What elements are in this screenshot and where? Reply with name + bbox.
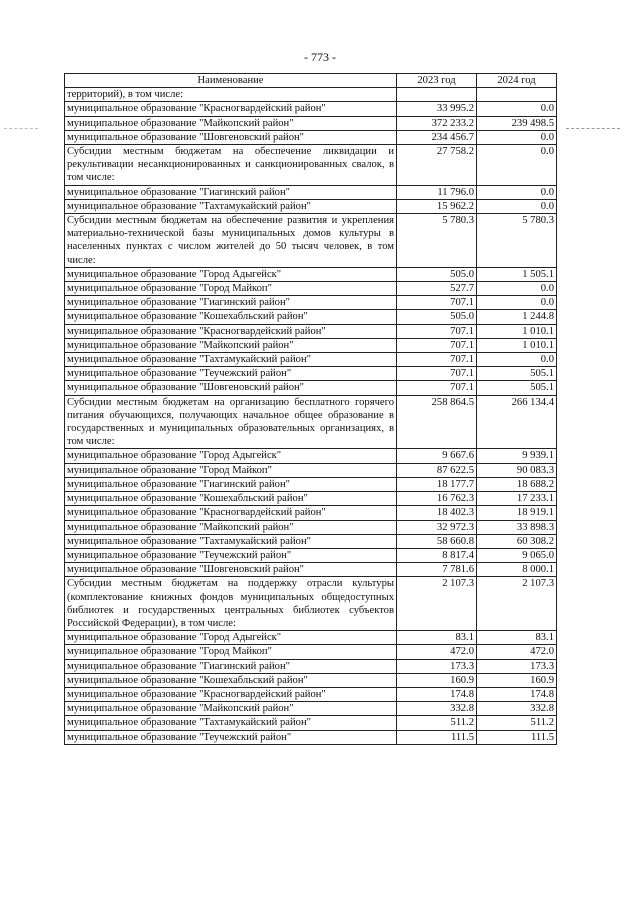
row-2024-value: 9 065.0	[477, 548, 557, 562]
row-name-cell: муниципальное образование "Теучежский район"	[65, 367, 397, 381]
row-2024-value: 83.1	[477, 631, 557, 645]
row-2023-value: 707.1	[397, 338, 477, 352]
row-2024-value: 0.0	[477, 130, 557, 144]
row-name-cell: муниципальное образование "Гиагинский район"	[65, 296, 397, 310]
row-name-cell: муниципальное образование "Шовгеновский район"	[65, 130, 397, 144]
row-2024-value: 0.0	[477, 102, 557, 116]
row-name-cell: муниципальное образование "Гиагинский район"	[65, 477, 397, 491]
row-2023-value: 27 758.2	[397, 145, 477, 186]
row-2024-value: 0.0	[477, 199, 557, 213]
row-2024-value: 18 919.1	[477, 506, 557, 520]
table-row	[65, 199, 557, 213]
row-2023-value	[397, 88, 477, 102]
table-row	[65, 367, 557, 381]
row-2024-value: 472.0	[477, 645, 557, 659]
row-name-cell: муниципальное образование "Гиагинский район"	[65, 659, 397, 673]
row-name-cell: муниципальное образование "Теучежский район"	[65, 730, 397, 744]
row-name-cell: Субсидии местным бюджетам на обеспечение ликвидации и рекультивации несанкционированных и санкционированных свалок, в том числе:	[65, 145, 397, 186]
row-2023-value: 234 456.7	[397, 130, 477, 144]
row-name-cell: муниципальное образование "Майкопский район"	[65, 520, 397, 534]
row-2023-value: 58 660.8	[397, 534, 477, 548]
row-name-cell: муниципальное образование "Шовгеновский район"	[65, 563, 397, 577]
table-row	[65, 477, 557, 491]
table-row	[65, 88, 557, 102]
table-row	[65, 506, 557, 520]
row-2024-value: 266 134.4	[477, 395, 557, 449]
row-2024-value: 1 010.1	[477, 324, 557, 338]
table-row	[65, 492, 557, 506]
table-row	[65, 520, 557, 534]
row-name-cell: муниципальное образование "Красногвардейский район"	[65, 687, 397, 701]
row-name-cell: муниципальное образование "Майкопский район"	[65, 338, 397, 352]
row-2023-value: 707.1	[397, 324, 477, 338]
row-name-cell: муниципальное образование "Город Адыгейск"	[65, 449, 397, 463]
row-2024-value: 5 780.3	[477, 214, 557, 268]
table-row	[65, 449, 557, 463]
row-2023-value: 505.0	[397, 267, 477, 281]
row-2023-value: 160.9	[397, 673, 477, 687]
row-2024-value: 511.2	[477, 716, 557, 730]
row-name-cell: муниципальное образование "Теучежский район"	[65, 548, 397, 562]
row-2023-value: 15 962.2	[397, 199, 477, 213]
row-2024-value: 173.3	[477, 659, 557, 673]
table-row	[65, 563, 557, 577]
row-2024-value: 505.1	[477, 381, 557, 395]
row-2024-value: 505.1	[477, 367, 557, 381]
row-name-cell: муниципальное образование "Красногвардейский район"	[65, 324, 397, 338]
row-2023-value: 173.3	[397, 659, 477, 673]
table-row	[65, 214, 557, 268]
page-number: - 773 -	[304, 50, 336, 64]
scan-artifact-right	[566, 128, 620, 129]
table-row	[65, 310, 557, 324]
row-name-cell: муниципальное образование "Кошехабльский район"	[65, 310, 397, 324]
row-2023-value: 527.7	[397, 282, 477, 296]
table-row	[65, 353, 557, 367]
row-name-cell: муниципальное образование "Кошехабльский район"	[65, 492, 397, 506]
row-2023-value: 505.0	[397, 310, 477, 324]
row-2023-value: 18 177.7	[397, 477, 477, 491]
row-name-cell: муниципальное образование "Майкопский район"	[65, 116, 397, 130]
table-row	[65, 338, 557, 352]
row-2023-value: 33 995.2	[397, 102, 477, 116]
row-2023-value: 111.5	[397, 730, 477, 744]
table-row	[65, 577, 557, 631]
row-2023-value: 16 762.3	[397, 492, 477, 506]
row-2023-value: 332.8	[397, 702, 477, 716]
row-2024-value: 18 688.2	[477, 477, 557, 491]
row-2024-value: 0.0	[477, 296, 557, 310]
row-2023-value: 707.1	[397, 353, 477, 367]
row-2023-value: 258 864.5	[397, 395, 477, 449]
row-2023-value: 32 972.3	[397, 520, 477, 534]
column-header-2024: 2024 год	[477, 74, 557, 88]
table-row	[65, 631, 557, 645]
row-2023-value: 174.8	[397, 687, 477, 701]
column-header-2023: 2023 год	[397, 74, 477, 88]
row-2023-value: 707.1	[397, 367, 477, 381]
row-2024-value: 0.0	[477, 185, 557, 199]
row-2023-value: 8 817.4	[397, 548, 477, 562]
table-row	[65, 534, 557, 548]
row-2023-value: 87 622.5	[397, 463, 477, 477]
table-row	[65, 116, 557, 130]
row-name-cell: муниципальное образование "Город Адыгейск"	[65, 631, 397, 645]
row-2024-value: 332.8	[477, 702, 557, 716]
row-2023-value: 511.2	[397, 716, 477, 730]
row-name-cell: территорий), в том числе:	[65, 88, 397, 102]
row-2023-value: 372 233.2	[397, 116, 477, 130]
row-name-cell: Субсидии местным бюджетам на организацию бесплатного горячего питания обучающихся, получающих начальное общее образование в государственных и муниципальных образовательных организациях, в том числе:	[65, 395, 397, 449]
table-row	[65, 463, 557, 477]
row-2024-value: 1 505.1	[477, 267, 557, 281]
table-row	[65, 716, 557, 730]
table-row	[65, 645, 557, 659]
row-name-cell: муниципальное образование "Город Майкоп"	[65, 645, 397, 659]
row-2024-value: 33 898.3	[477, 520, 557, 534]
table-row	[65, 102, 557, 116]
row-2023-value: 9 667.6	[397, 449, 477, 463]
row-2023-value: 707.1	[397, 296, 477, 310]
row-2024-value	[477, 88, 557, 102]
row-2024-value: 8 000.1	[477, 563, 557, 577]
row-name-cell: муниципальное образование "Город Майкоп"	[65, 463, 397, 477]
row-name-cell: муниципальное образование "Кошехабльский район"	[65, 673, 397, 687]
row-2023-value: 18 402.3	[397, 506, 477, 520]
row-name-cell: муниципальное образование "Красногвардейский район"	[65, 102, 397, 116]
table-row	[65, 673, 557, 687]
table-row	[65, 185, 557, 199]
row-2024-value: 0.0	[477, 145, 557, 186]
row-name-cell: муниципальное образование "Майкопский район"	[65, 702, 397, 716]
table-row	[65, 395, 557, 449]
table-row	[65, 702, 557, 716]
row-name-cell: муниципальное образование "Город Адыгейск"	[65, 267, 397, 281]
row-2024-value: 1 010.1	[477, 338, 557, 352]
row-name-cell: муниципальное образование "Тахтамукайский район"	[65, 716, 397, 730]
row-name-cell: муниципальное образование "Красногвардейский район"	[65, 506, 397, 520]
row-name-cell: муниципальное образование "Гиагинский район"	[65, 185, 397, 199]
row-2024-value: 90 083.3	[477, 463, 557, 477]
row-2023-value: 7 781.6	[397, 563, 477, 577]
row-2023-value: 2 107.3	[397, 577, 477, 631]
row-2024-value: 160.9	[477, 673, 557, 687]
table-row	[65, 267, 557, 281]
row-2024-value: 0.0	[477, 282, 557, 296]
table-row	[65, 381, 557, 395]
table-row	[65, 282, 557, 296]
row-2024-value: 2 107.3	[477, 577, 557, 631]
row-name-cell: муниципальное образование "Город Майкоп"	[65, 282, 397, 296]
row-name-cell: муниципальное образование "Тахтамукайский район"	[65, 199, 397, 213]
row-2024-value: 239 498.5	[477, 116, 557, 130]
row-name-cell: муниципальное образование "Тахтамукайский район"	[65, 534, 397, 548]
table-row	[65, 659, 557, 673]
scan-artifact-left	[4, 128, 38, 129]
row-2024-value: 0.0	[477, 353, 557, 367]
row-2023-value: 11 796.0	[397, 185, 477, 199]
table-row	[65, 296, 557, 310]
row-2024-value: 174.8	[477, 687, 557, 701]
table-row	[65, 324, 557, 338]
row-2024-value: 60 308.2	[477, 534, 557, 548]
table-header-row	[65, 74, 557, 88]
row-name-cell: муниципальное образование "Шовгеновский район"	[65, 381, 397, 395]
row-name-cell: Субсидии местным бюджетам на поддержку отрасли культуры (комплектование книжных фондов муниципальных общедоступных библиотек и государственных центральных библиотек субъектов Российской Федерации), в том числе:	[65, 577, 397, 631]
row-2023-value: 707.1	[397, 381, 477, 395]
row-name-cell: муниципальное образование "Тахтамукайский район"	[65, 353, 397, 367]
row-2023-value: 5 780.3	[397, 214, 477, 268]
column-header-name: Наименование	[65, 74, 397, 88]
row-2024-value: 111.5	[477, 730, 557, 744]
budget-table	[64, 73, 557, 745]
table-row	[65, 730, 557, 744]
row-2024-value: 9 939.1	[477, 449, 557, 463]
table-row	[65, 130, 557, 144]
row-2023-value: 83.1	[397, 631, 477, 645]
table-row	[65, 687, 557, 701]
row-2024-value: 17 233.1	[477, 492, 557, 506]
table-body	[65, 88, 557, 745]
row-2024-value: 1 244.8	[477, 310, 557, 324]
table-row	[65, 548, 557, 562]
table-row	[65, 145, 557, 186]
row-2023-value: 472.0	[397, 645, 477, 659]
row-name-cell: Субсидии местным бюджетам на обеспечение развития и укрепления материально-технической базы муниципальных домов культуры в населенных пунктах с числом жителей до 50 тысяч человек, в том числе:	[65, 214, 397, 268]
